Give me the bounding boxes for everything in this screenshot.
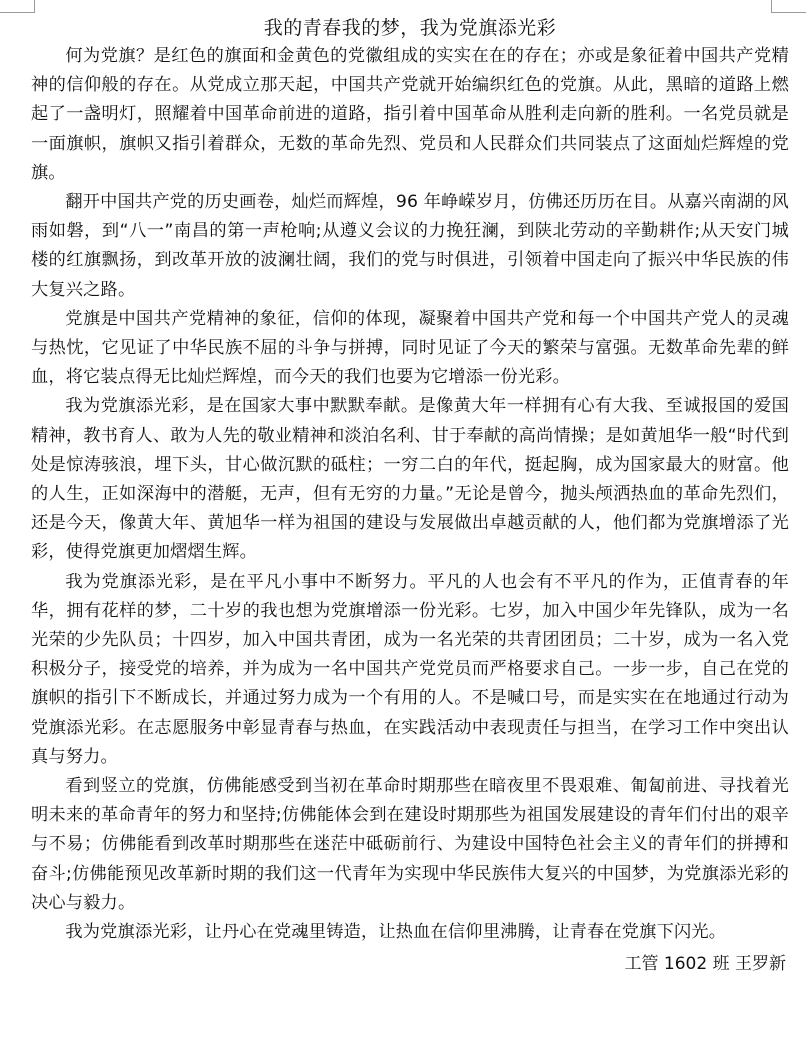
paragraph-5: 我为党旗添光彩，是在平凡小事中不断努力。平凡的人也会有不平凡的作为，正值青春的年华，拥有花样的梦，二十岁的我也想为党旗增添一份光彩。七岁，加入中国少年先锋队，成为一名光荣的少先队员；十四岁，加入中国共青团，成为一名光荣的共青团团员；二十岁，成为一名入党积极分子，接受党的培养，并为成为一名中国共产党党员而严格要求自己。一步一步，自己在党的旗帜的指引下不断成长，并通过努力成为一个有用的人。不是喊口号，而是实实在在地通过行动为党旗添光彩。在志愿服务中彰显青春与热血，在实践活动中表现责任与担当，在学习工作中突出认真与努力。 <box>31 571 789 767</box>
paragraph-2: 翻开中国共产党的历史画卷，灿烂而辉煌，96 年峥嵘岁月，仿佛还历历在目。从嘉兴南湖的风雨如磐，到“八一”南昌的第一声枪响;从遵义会议的力挽狂澜，到陕北劳动的辛勤耕作;从天安门城楼的红旗飘扬，到改革开放的波澜壮阔，我们的党与时俱进，引领着中国走向了振兴中华民族的伟大复兴之路。 <box>31 192 789 300</box>
paragraph-6: 看到竖立的党旗，仿佛能感受到当初在革命时期那些在暗夜里不畏艰难、匍匐前进、寻找着光明未来的革命青年的努力和坚持;仿佛能体会到在建设时期那些为祖国发展建设的青年们付出的艰辛与不易；仿佛能看到改革时期那些在迷茫中砥砺前行、为建设中国特色社会主义的青年们的拼搏和奋斗;仿佛能预见改革新时期的我们这一代青年为实现中华民族伟大复兴的中国梦，为党旗添光彩的决心与毅力。 <box>31 776 789 913</box>
paragraph-4: 我为党旗添光彩，是在国家大事中默默奉献。是像黄大年一样拥有心有大我、至诚报国的爱国精神，教书育人、敢为人先的敬业精神和淡泊名利、甘于奉献的高尚情操；是如黄旭华一般“时代到处是惊涛骇浪，埋下头，甘心做沉默的砥柱；一穷二白的年代，挺起胸，成为国家最大的财富。他的人生，正如深海中的潜艇，无声，但有无穷的力量。”无论是曾今，抛头颅洒热血的革命先烈们，还是今天，像黄大年、黄旭华一样为祖国的建设与发展做出卓越贡献的人，他们都为党旗增添了光彩，使得党旗更加熠熠生辉。 <box>31 396 789 563</box>
document-title: 我的青春我的梦，我为党旗添光彩 <box>263 17 557 39</box>
document-body <box>31 14 789 947</box>
paragraph-3: 党旗是中国共产党精神的象征，信仰的体现，凝聚着中国共产党和每一个中国共产党人的灵魂与热忱，它见证了中华民族不屈的斗争与拼搏，同时见证了今天的繁荣与富强。无数革命先辈的鲜血，将它装点得无比灿烂辉煌，而今天的我们也要为它增添一份光彩。 <box>31 308 789 388</box>
author-signature: 工管 1602 班 王罗新 <box>624 954 786 974</box>
crop-mark-top-right <box>771 0 806 13</box>
paragraph-7: 我为党旗添光彩，让丹心在党魂里铸造，让热血在信仰里沸腾，让青春在党旗下闪光。 <box>65 922 727 943</box>
paragraph-1: 何为党旗？是红色的旗面和金黄色的党徽组成的实实在在的存在；亦或是象征着中国共产党精神的信仰般的存在。从党成立那天起，中国共产党就开始编织红色的党旗。从此，黑暗的道路上燃起了一盏明灯，照耀着中国革命前进的道路，指引着中国革命从胜利走向新的胜利。一名党员就是一面旗帜，旗帜又指引着群众，无数的革命先烈、党员和人民群众们共同装点了这面灿烂辉煌的党旗。 <box>31 46 789 183</box>
crop-mark-top-left <box>0 0 35 13</box>
